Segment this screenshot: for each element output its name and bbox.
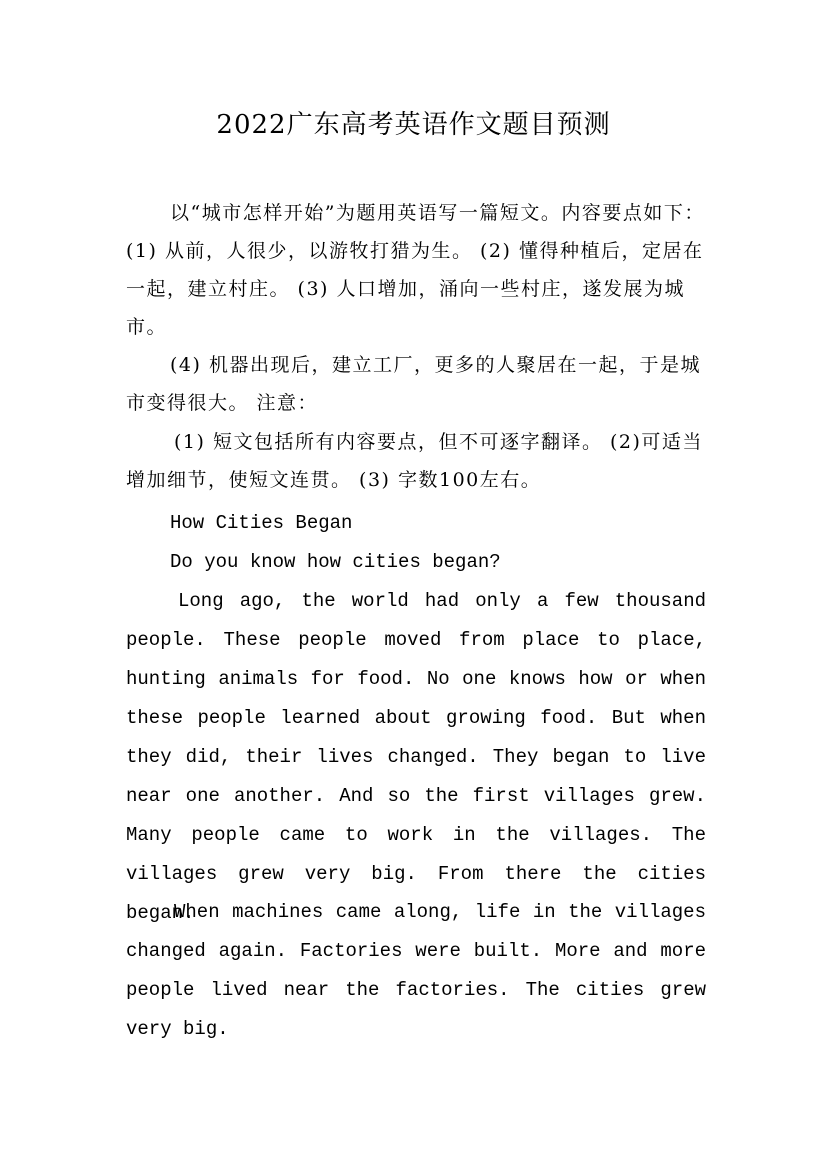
essay-paragraph-1 xyxy=(126,582,706,933)
essay-heading: How Cities Began xyxy=(170,512,353,534)
essay-heading-block xyxy=(126,504,706,543)
essay-paragraph-1-text: Long ago, the world had only a few thousand people. These people moved from place to place, hunting animals for food. No one knows how or when these people learned about growing food. But when they did, their lives changed. They began to live near one another. And so the first villages grew. Many people came to work in the villages. The villages grew very big. From there the cities began. xyxy=(126,590,706,924)
essay-question-block xyxy=(126,543,706,582)
essay-paragraph-2 xyxy=(126,893,706,1049)
prompt-paragraph-3 xyxy=(126,423,706,499)
prompt-text-2: (4) 机器出现后，建立工厂，更多的人聚居在一起，于是城市变得很大。 注意： xyxy=(126,354,701,414)
prompt-paragraph-1 xyxy=(126,194,706,346)
essay-question: Do you know how cities began? xyxy=(170,551,501,573)
prompt-text-3: (1) 短文包括所有内容要点，但不可逐字翻译。 (2)可适当增加细节，使短文连贯。 (3) 字数100左右。 xyxy=(126,431,703,491)
prompt-paragraph-2 xyxy=(126,346,706,422)
document-title: 2022广东高考英语作文题目预测 xyxy=(216,110,611,140)
prompt-text-1: 以“城市怎样开始”为题用英语写一篇短文。内容要点如下：(1) 从前，人很少，以游牧打猎为生。 (2) 懂得种植后，定居在一起，建立村庄。 (3) 人口增加，涌向一些村庄，遂发展为城市。 xyxy=(126,202,705,338)
essay-paragraph-2-text: When machines came along, life in the villages changed again. Factories were built. More and more people lived near the factories. The cities grew very big. xyxy=(126,901,706,1040)
